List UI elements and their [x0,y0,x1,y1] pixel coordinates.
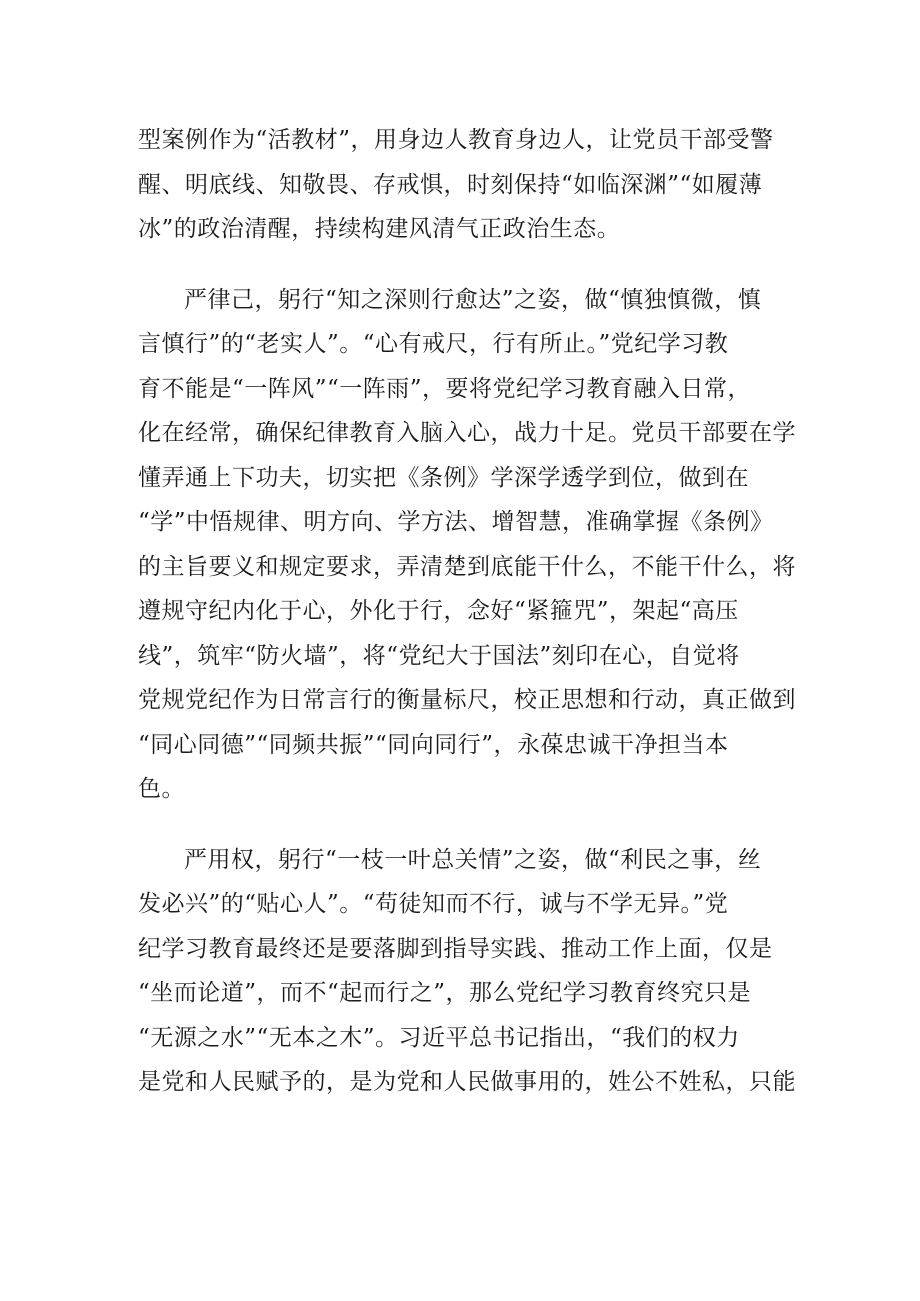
text-line: 发必兴”的“贴心人”。“苟徒知而不行，诚与不学无异。”党 [138,891,729,917]
text-line: “无源之水”“无本之木”。习近平总书记指出，“我们的权力 [138,1024,740,1051]
text-line: 严律己，躬行“知之深则行愈达”之姿，做“慎独慎微，慎 [184,286,762,313]
text-line: “学”中悟规律、明方向、学方法、增智慧，准确掌握《条例》 [138,509,774,535]
paragraph [138,838,798,1105]
document-body [138,118,798,1105]
text-line: 育不能是“一阵风”“一阵雨”，要将党纪学习教育融入日常， [138,375,752,402]
text-line: 色。 [138,776,185,802]
text-line: 严用权，躬行“一枝一叶总关情”之姿，做“利民之事，丝 [184,846,762,873]
text-line: 线”，筑牢“防火墙”，将“党纪大于国法”刻印在心，自觉将 [138,642,740,669]
text-line: 言慎行”的“老实人”。“心有戒尺，行有所止。”党纪学习教 [138,331,729,357]
text-line: 型案例作为“活教材”，用身边人教育身边人，让党员干部受警 [138,127,774,153]
text-line: 懂弄通上下功夫，切实把《条例》学深学透学到位，做到在 [138,464,749,491]
text-line: 化在经常，确保纪律教育入脑入心，战力十足。党员干部要在学 [138,420,796,446]
text-line: “同心同德”“同频共振”“同向同行”，永葆忠诚干净担当本 [138,731,729,758]
text-line: 冰”的政治清醒，持续构建风清气正政治生态。 [138,216,621,242]
text-line: 的主旨要义和规定要求，弄清楚到底能干什么，不能干什么，将 [138,553,796,580]
text-line: 党规党纪作为日常言行的衡量标尺，校正思想和行动，真正做到 [138,687,796,713]
paragraph [138,118,798,252]
paragraph [138,278,798,812]
text-line: 遵规守纪内化于心，外化于行，念好“紧箍咒”，架起“高压 [138,598,739,624]
text-line: “坐而论道”，而不“起而行之”，那么党纪学习教育终究只是 [138,980,752,1006]
text-line: 纪学习教育最终还是要落脚到指导实践、推动工作上面，仅是 [138,935,773,962]
text-line: 醒、明底线、知敬畏、存戒惧，时刻保持“如临深渊”“如履薄 [138,171,763,198]
text-line: 是党和人民赋予的，是为党和人民做事用的，姓公不姓私，只能 [138,1069,796,1095]
